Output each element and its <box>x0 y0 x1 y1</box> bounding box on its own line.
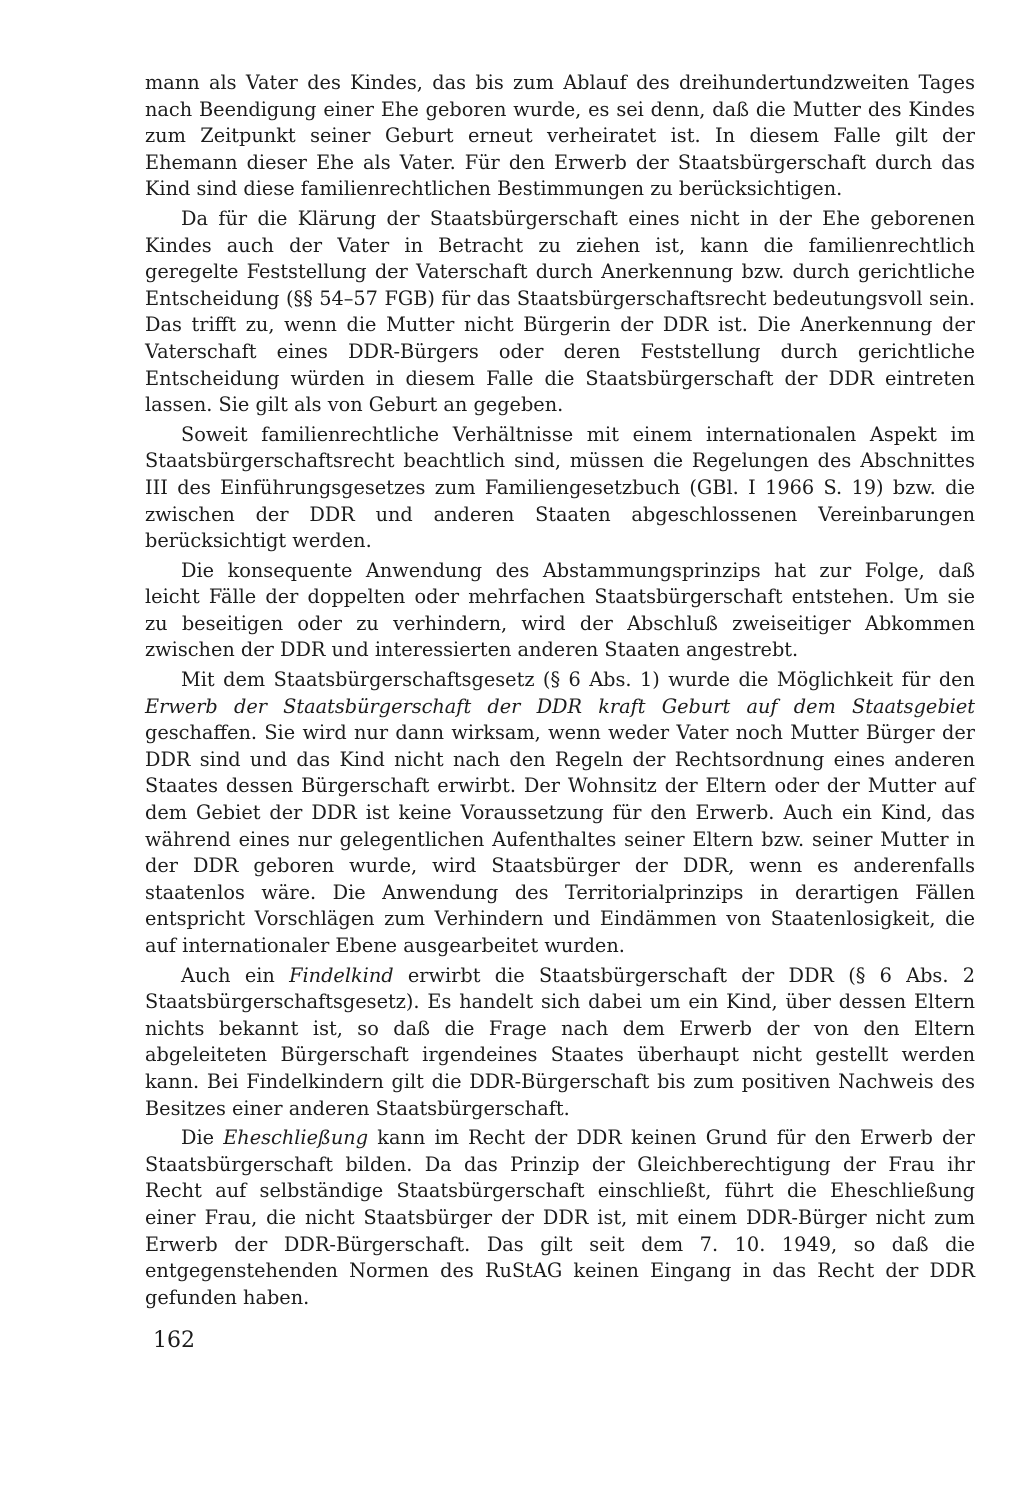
paragraph-text: geschaffen. Sie wird nur dann wirksam, wenn weder Vater noch Mutter Bürger der DDR sind und das Kind nicht nach den Regeln der Rechtsordnung eines anderen Staates dessen Bürgerschaft erwirbt. Der Wohnsitz der Eltern oder der Mutter auf dem Gebiet der DDR ist keine Voraussetzung für den Erwerb. Auch ein Kind, das während eines nur gelegentlichen Aufenthaltes seiner Eltern bzw. seiner Mutter in der DDR geboren wurde, wird Staatsbürger der DDR, wenn es anderenfalls staatenlos wäre. Die Anwendung des Territorialprinzips in derartigen Fällen entspricht Vorschlägen zum Verhindern und Eindämmen von Staatenlosigkeit, die auf internationaler Ebene ausgearbeitet wurden. <box>145 721 975 957</box>
emphasis-text: Findelkind <box>289 963 394 987</box>
emphasis-text: Eheschließung <box>223 1126 369 1150</box>
paragraph-text: Auch ein <box>181 963 290 987</box>
paragraph-text: Da für die Klärung der Staatsbürgerschaft eines nicht in der Ehe geborenen Kindes auch der Vater in Betracht zu ziehen ist, kann die familienrechtlich geregelte Feststellung der Vaterschaft durch Anerkennung bzw. durch gerichtliche Entscheidung (§§ 54–57 FGB) für das Staatsbürgerschaftsrecht bedeutungsvoll sein. Das trifft zu, wenn die Mutter nicht Bürgerin der DDR ist. Die Anerkennung der Vaterschaft eines DDR-Bürgers oder deren Feststellung durch gerichtliche Entscheidung würden in diesem Falle die Staatsbürgerschaft der DDR eintreten lassen. Sie gilt als von Geburt an gegeben. <box>145 206 975 417</box>
emphasis-text: Erwerb der Staatsbürgerschaft der DDR kraft Geburt auf dem Staatsgebiet <box>145 694 975 718</box>
paragraph-text: Die <box>181 1126 224 1150</box>
paragraph-text: erwirbt die Staatsbürgerschaft der DDR (§ 6 Abs. 2 Staatsbürgerschaftsgesetz). Es handelt sich dabei um ein Kind, über dessen Eltern nichts bekannt ist, so daß die Frage nach dem Erwerb der von den Eltern abgeleiteten Bürgerschaft irgendeines Staates überhaupt nicht gestellt werden kann. Bei Findelkindern gilt die DDR-Bürgerschaft bis zum positiven Nachweis des Besitzes einer anderen Staatsbürgerschaft. <box>145 963 975 1120</box>
paragraph-text: Die konsequente Anwendung des Abstammungsprinzips hat zur Folge, daß leicht Fälle der doppelten oder mehrfachen Staatsbürgerschaft entstehen. Um sie zu beseitigen oder zu verhindern, wird der Abschluß zweiseitiger Abkommen zwischen der DDR und interessierten anderen Staaten angestrebt. <box>145 558 975 662</box>
paragraph <box>145 206 975 419</box>
paragraph <box>145 70 975 203</box>
paragraph <box>145 422 975 555</box>
paragraph-text: kann im Recht der DDR keinen Grund für den Erwerb der Staatsbürgerschaft bilden. Da das Prinzip der Gleichberechtigung der Frau ihr Recht auf selbständige Staatsbürgerschaft einschließt, führt die Eheschließung einer Frau, die nicht Staatsbürger der DDR ist, mit einem DDR-Bürger nicht zum Erwerb der DDR-Bürgerschaft. Das gilt seit dem 7. 10. 1949, so daß die entgegenstehenden Normen des RuStAG keinen Eingang in das Recht der DDR gefunden haben. <box>145 1126 975 1309</box>
page-body <box>145 70 975 1314</box>
page-number: 162 <box>153 1328 195 1353</box>
paragraph-text: Soweit familienrechtliche Verhältnisse mit einem internationalen Aspekt im Staatsbürgerschaftsrecht beachtlich sind, müssen die Regelungen des Abschnittes III des Einführungsgesetzes zum Familiengesetzbuch (GBl. I 1966 S. 19) bzw. die zwischen der DDR und anderen Staaten abgeschlossenen Vereinbarungen berücksichtigt werden. <box>145 422 975 553</box>
paragraph <box>145 667 975 960</box>
paragraph <box>145 558 975 664</box>
paragraph <box>145 1125 975 1311</box>
paragraph-text: mann als Vater des Kindes, das bis zum Ablauf des dreihundertundzweiten Tages nach Beendigung einer Ehe geboren wurde, es sei denn, daß die Mutter des Kindes zum Zeitpunkt seiner Geburt erneut verheiratet ist. In diesem Falle gilt der Ehemann dieser Ehe als Vater. Für den Erwerb der Staatsbürgerschaft durch das Kind sind diese familienrechtlichen Bestimmungen zu berücksichtigen. <box>145 71 975 201</box>
paragraph <box>145 963 975 1123</box>
paragraph-text: Mit dem Staatsbürgerschaftsgesetz (§ 6 Abs. 1) wurde die Möglichkeit für den <box>181 668 975 692</box>
